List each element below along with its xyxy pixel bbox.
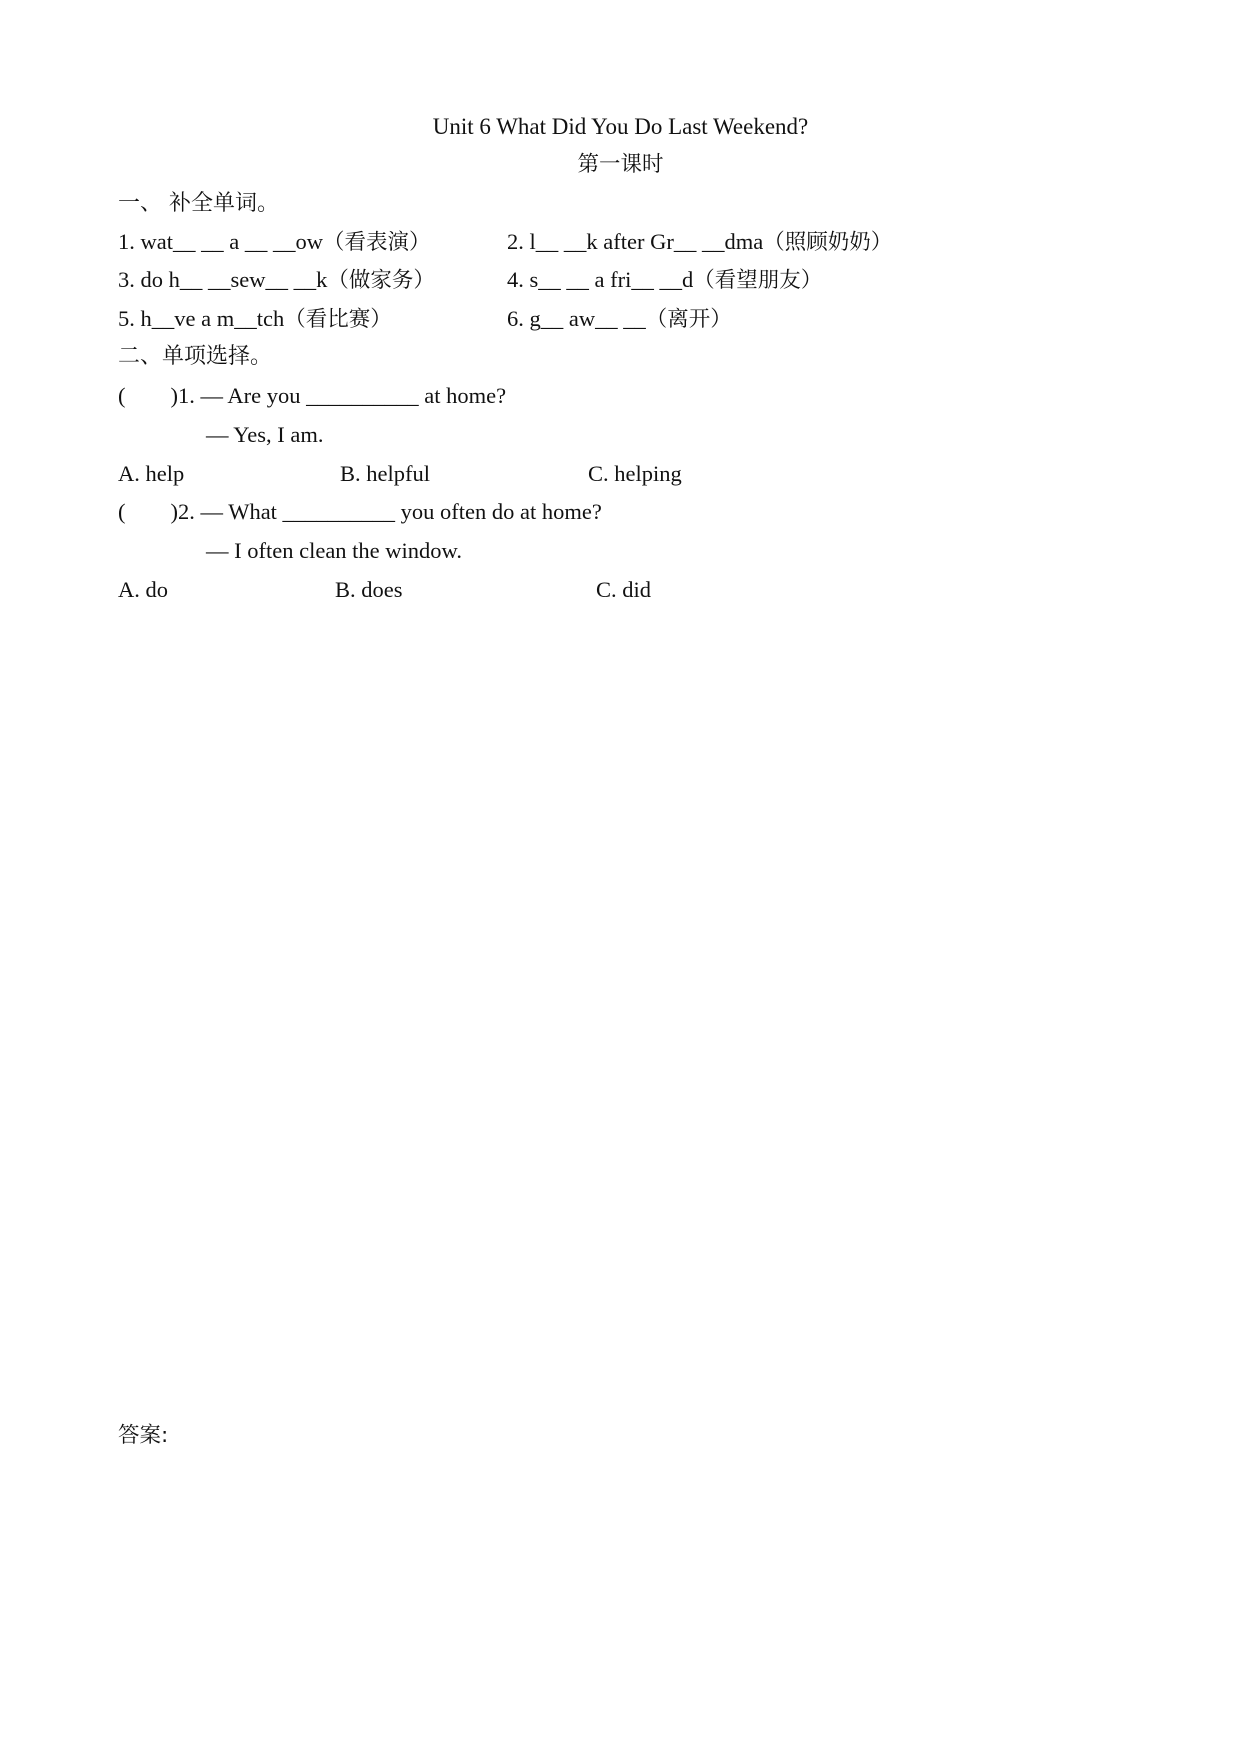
- question-response: — I often clean the window.: [206, 538, 462, 563]
- answers-label: 答案:: [118, 1423, 169, 1448]
- word-item-english: 3. do h__ __sew__ __k: [118, 267, 328, 292]
- word-item: [118, 308, 392, 331]
- word-item-english: 5. h__ve a m__tch: [118, 306, 285, 331]
- word-item-chinese: （看表演）: [322, 230, 431, 255]
- word-item: [507, 308, 732, 331]
- option-b: B. helpful: [340, 461, 430, 486]
- option-a: A. help: [118, 461, 185, 486]
- question-response: — Yes, I am.: [206, 422, 324, 447]
- word-item-english: 2. l__ __k after Gr__ __dma: [507, 229, 764, 254]
- word-item: [118, 231, 431, 254]
- section-1-heading: 一、 补全单词。: [118, 191, 279, 216]
- section-2-heading: 二、单项选择。: [118, 344, 273, 369]
- option-b: B. does: [335, 577, 403, 602]
- word-item-english: 1. wat__ __ a __ __ow: [118, 229, 323, 254]
- option-a: A. do: [118, 577, 168, 602]
- option-c: C. helping: [588, 461, 682, 486]
- word-item-chinese: （看望朋友）: [693, 268, 823, 293]
- word-item-chinese: （做家务）: [327, 268, 435, 293]
- word-item: [118, 269, 435, 292]
- page-title: Unit 6 What Did You Do Last Weekend?: [432, 114, 809, 139]
- option-c: C. did: [596, 577, 652, 602]
- word-item: [507, 231, 892, 254]
- word-item-chinese: （照顾奶奶）: [763, 230, 893, 255]
- question-stem: ( )1. — Are you __________ at home?: [118, 383, 507, 408]
- lesson-subtitle: 第一课时: [577, 152, 664, 177]
- word-item-chinese: （看比赛）: [284, 307, 392, 332]
- question-stem: ( )2. — What __________ you often do at home?: [118, 499, 602, 524]
- word-item: [507, 269, 822, 292]
- word-item-chinese: （离开）: [645, 307, 732, 332]
- word-item-english: 6. g__ aw__ __: [507, 306, 646, 331]
- word-item-english: 4. s__ __ a fri__ __d: [507, 267, 694, 292]
